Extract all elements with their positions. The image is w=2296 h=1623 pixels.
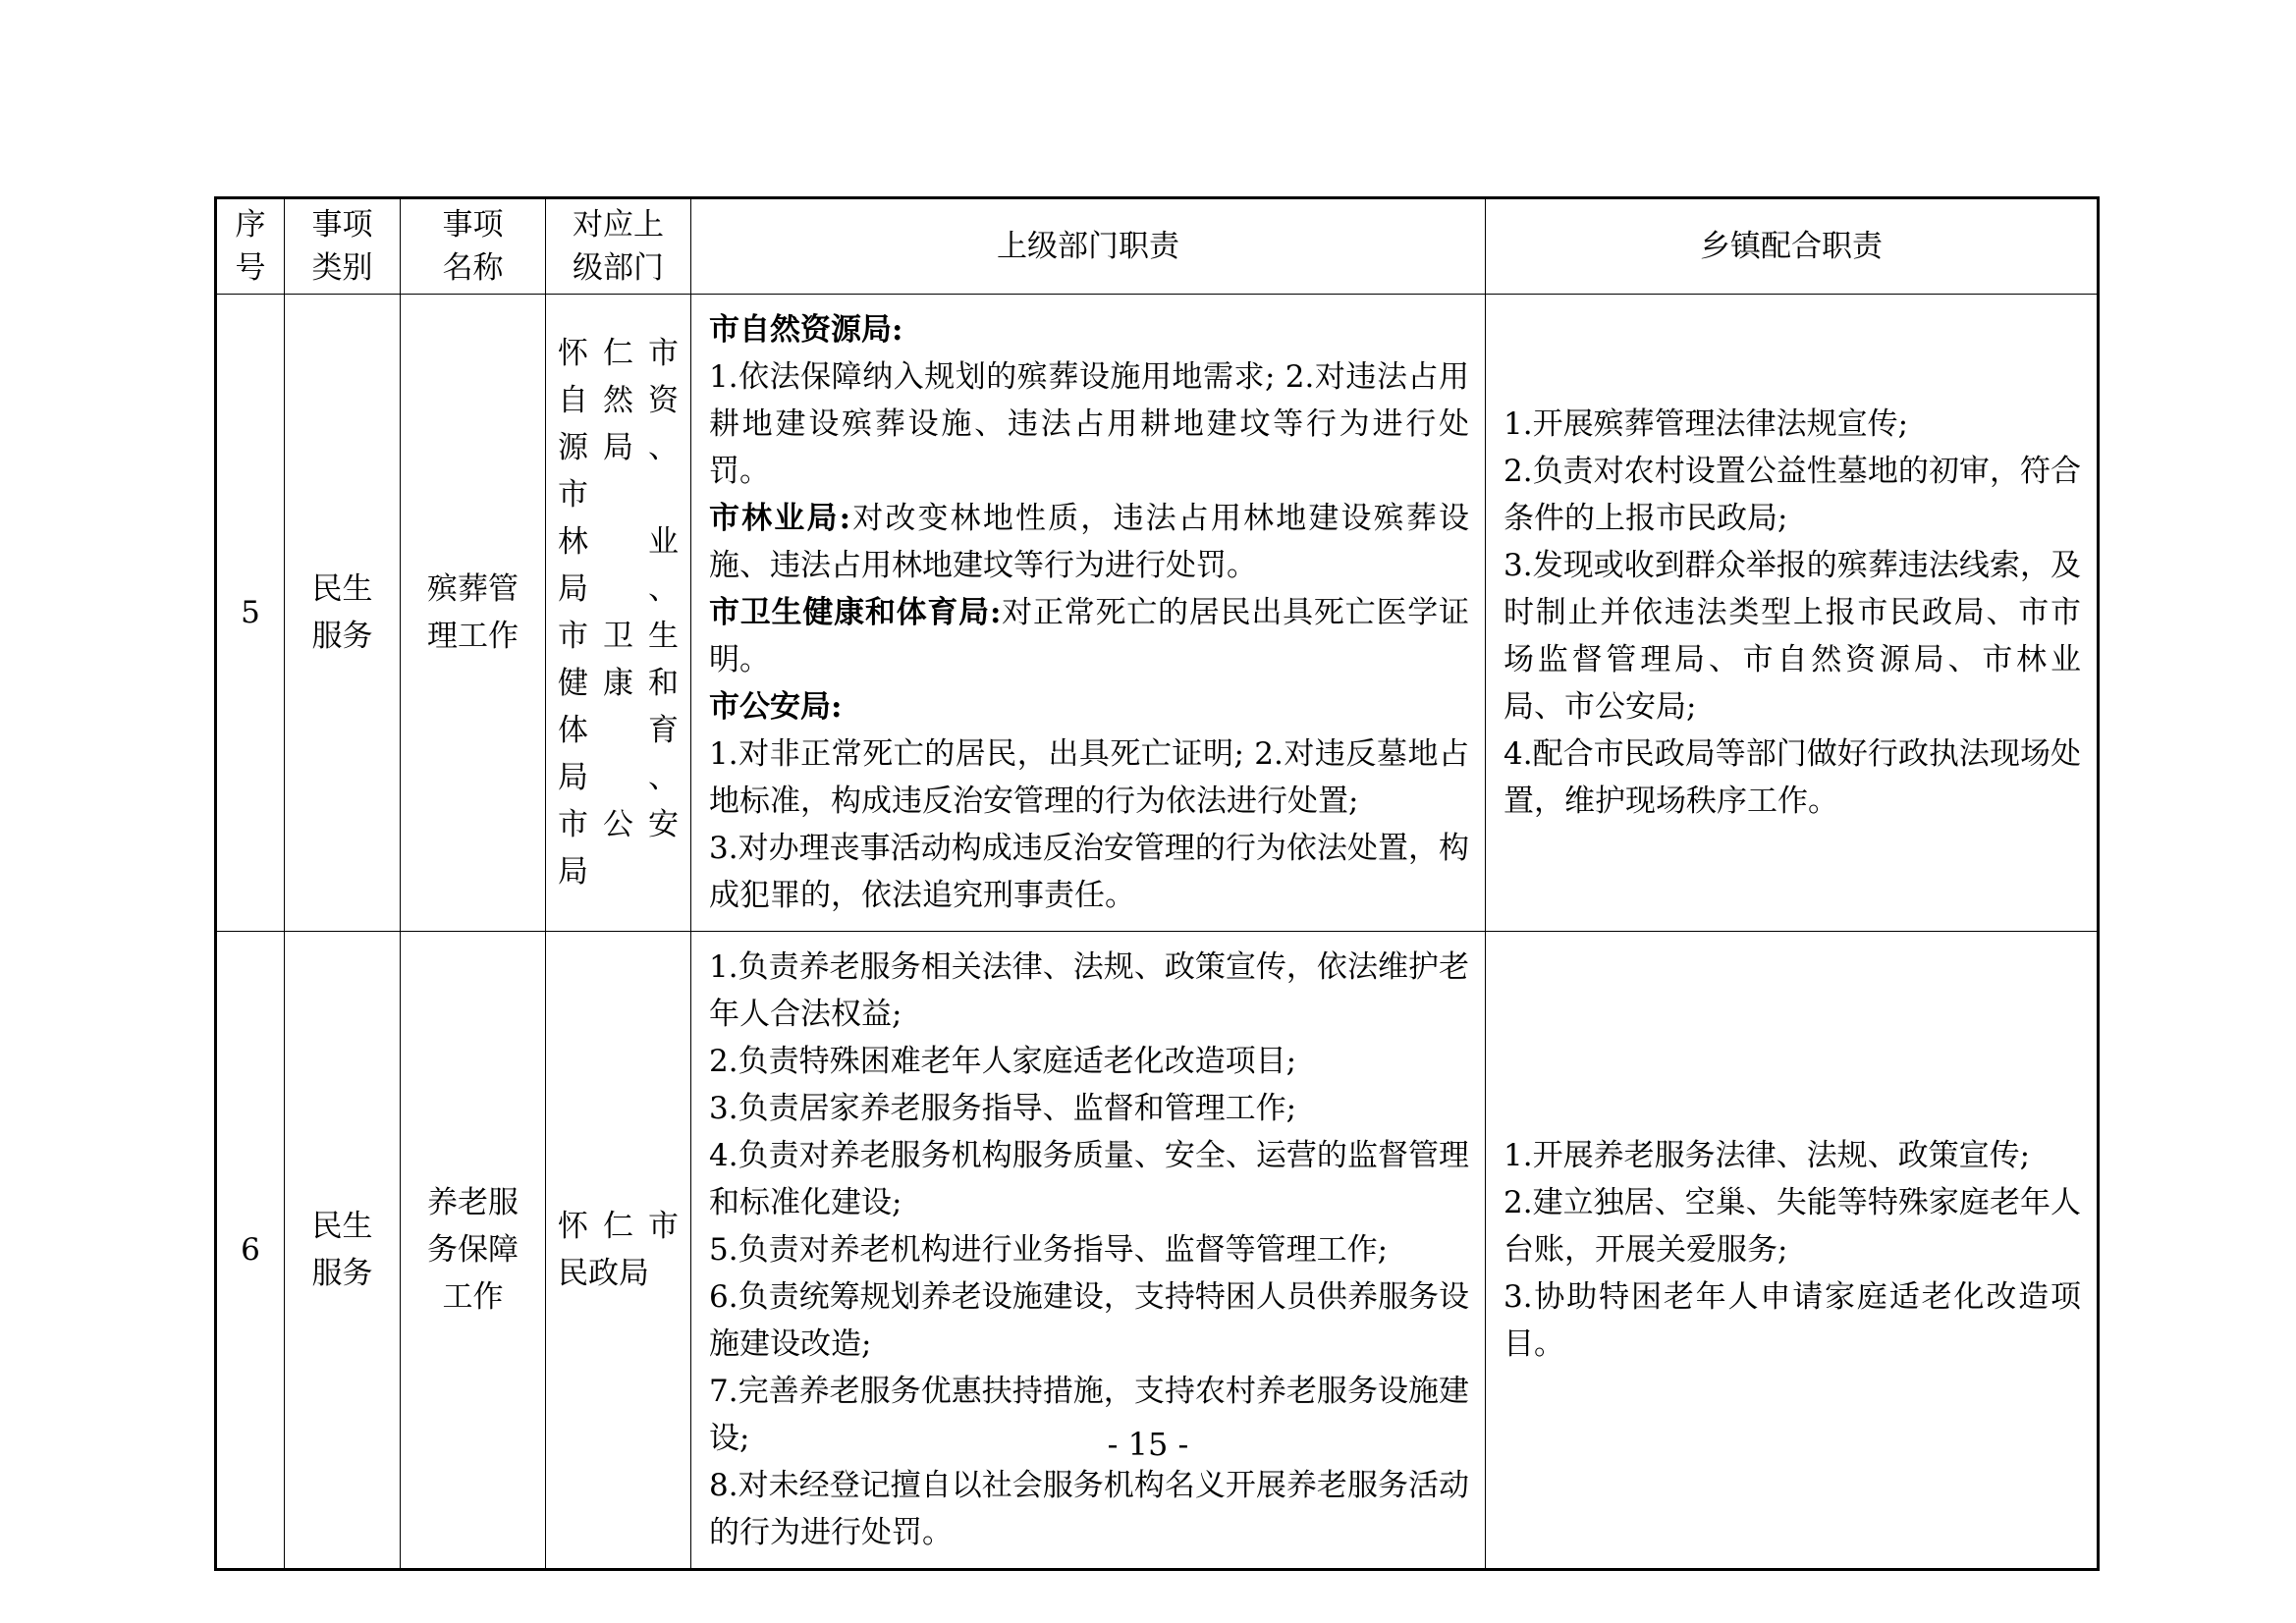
duty-paragraph: 1.对非正常死亡的居民，出具死亡证明; 2.对违反墓地占地标准，构成违反治安管理的行为依法进行处置;	[709, 736, 1469, 819]
duty-paragraph: 6.负责统筹规划养老设施建设，支持特困人员供养服务设施建设改造;	[709, 1279, 1469, 1362]
table-row	[216, 932, 2099, 1570]
row-category: 民生 服务	[285, 295, 401, 932]
duty-paragraph: 市自然资源局:	[709, 312, 903, 348]
row-item-name: 殡葬管 理工作	[401, 295, 546, 932]
header-dept: 对应上 级部门	[546, 198, 691, 295]
responsibility-table	[214, 196, 2100, 1571]
row-category: 民生 服务	[285, 932, 401, 1570]
duty-paragraph: 3.协助特困老年人申请家庭适老化改造项目。	[1503, 1279, 2081, 1362]
duty-paragraph: 市林业局:对改变林地性质，违法占用林地建设殡葬设施、违法占用林地建坟等行为进行处罚。	[709, 501, 1469, 583]
duty-paragraph: 3.对办理丧事活动构成违反治安管理的行为依法处置，构成犯罪的，依法追究刑事责任。	[709, 831, 1469, 913]
row-upper-duties	[691, 932, 1486, 1570]
duty-paragraph: 7.完善养老服务优惠扶持措施，支持农村养老服务设施建设;	[709, 1374, 1469, 1456]
row-dept: 怀仁市 民政局	[546, 932, 691, 1570]
header-category: 事项 类别	[285, 198, 401, 295]
duty-paragraph: 2.建立独居、空巢、失能等特殊家庭老年人台账，开展关爱服务;	[1503, 1185, 2081, 1268]
duty-paragraph: 1.依法保障纳入规划的殡葬设施用地需求; 2.对违法占用耕地建设殡葬设施、违法占用耕地建坟等行为进行处罚。	[709, 359, 1469, 489]
duty-paragraph: 5.负责对养老机构进行业务指导、监督等管理工作;	[709, 1232, 1389, 1268]
duty-paragraph: 8.对未经登记擅自以社会服务机构名义开展养老服务活动的行为进行处罚。	[709, 1468, 1469, 1550]
row-item-name: 养老服 务保障 工作	[401, 932, 546, 1570]
duty-paragraph: 1.开展养老服务法律、法规、政策宣传;	[1503, 1138, 2031, 1173]
row-upper-duties	[691, 295, 1486, 932]
header-seq: 序 号	[216, 198, 285, 295]
table-row	[216, 295, 2099, 932]
header-upper-duties: 上级部门职责	[691, 198, 1486, 295]
header-town-duties: 乡镇配合职责	[1486, 198, 2099, 295]
duty-paragraph: 1.开展殡葬管理法律法规宣传;	[1503, 406, 1909, 442]
row-dept: 怀仁市 自然资 源局、市 林业局、 市卫生 健康和 体育局、 市公安 局	[546, 295, 691, 932]
header-name: 事项 名称	[401, 198, 546, 295]
duty-paragraph: 4.配合市民政局等部门做好行政执法现场处置，维护现场秩序工作。	[1503, 736, 2081, 819]
duty-paragraph: 市公安局:	[709, 689, 843, 725]
duty-paragraph: 3.发现或收到群众举报的殡葬违法线索，及时制止并依违法类型上报市民政局、市市场监督管理局、市自然资源局、市林业局、市公安局;	[1503, 548, 2081, 725]
row-seq: 5	[216, 295, 285, 932]
duty-paragraph: 2.负责对农村设置公益性墓地的初审，符合条件的上报市民政局;	[1503, 454, 2081, 536]
page-number: - 15 -	[1107, 1426, 1189, 1463]
duty-paragraph: 2.负责特殊困难老年人家庭适老化改造项目;	[709, 1044, 1297, 1079]
duty-paragraph: 4.负责对养老服务机构服务质量、安全、运营的监督管理和标准化建设;	[709, 1138, 1469, 1220]
row-town-duties	[1486, 295, 2099, 932]
row-town-duties	[1486, 932, 2099, 1570]
duty-paragraph: 3.负责居家养老服务指导、监督和管理工作;	[709, 1091, 1297, 1126]
duty-paragraph: 1.负责养老服务相关法律、法规、政策宣传，依法维护老年人合法权益;	[709, 949, 1469, 1032]
row-seq: 6	[216, 932, 285, 1570]
duty-paragraph: 市卫生健康和体育局:对正常死亡的居民出具死亡医学证明。	[709, 595, 1469, 677]
table-header-row	[216, 198, 2099, 295]
